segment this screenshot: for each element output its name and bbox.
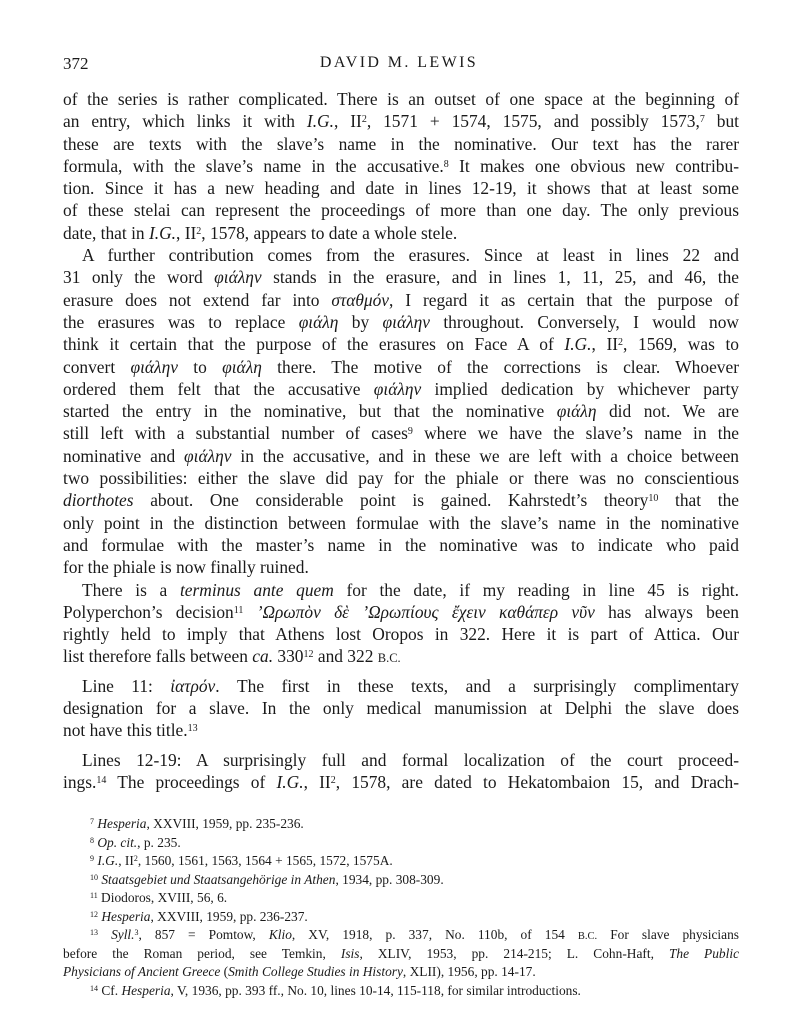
- body-line: still left with a substantial number of cases$^9$ where we have the slave’s name in the: [63, 423, 739, 444]
- footnote-line: $^{13}$ Syll.$^3$, 857 = Pomtow, Klio, XV, 1918, p. 337, No. 110b, of 154 B.C. For slave physicians: [90, 927, 739, 942]
- body-line: two possibilities: either the slave did pay for the phiale or there was no conscientious: [63, 468, 739, 489]
- body-line: A further contribution comes from the erasures. Since at least in lines 22 and: [82, 245, 739, 266]
- body-line: rightly held to imply that Athens lost Oropos in 322. Here it is part of Attica. Our: [63, 624, 739, 645]
- body-line: and formulae with the master’s name in the nominative was to indicate who paid: [63, 534, 739, 555]
- body-line: list therefore falls between ca. $330^{12}$ and 322 B.C.: [63, 646, 401, 667]
- body-text: [63, 88, 739, 793]
- footnote-line: before the Roman period, see Temkin, Isis, XLIV, 1953, pp. 214-215; L. Cohn-Haft, The Public: [63, 945, 740, 961]
- body-line: Polyperchon’s decision$^{11}$ ’Ωρωπὸν δὲ ’Ωρωπίους ἔχειν καθάπερ νῦν has always been: [63, 601, 739, 622]
- body-line: for the phiale is now finally ruined.: [63, 557, 309, 578]
- body-line: think it certain that the purpose of the erasures on Face A of I.G., $II^2$, 1569, was to: [63, 334, 740, 355]
- body-line: not have this title.$^{13}$: [63, 720, 198, 741]
- body-line: ings.$^{14}$ The proceedings of I.G., $II^2$, 1578, are dated to Hekatombaion 15, and Drach-: [63, 771, 739, 792]
- footnotes: [63, 815, 739, 1000]
- body-line: designation for a slave. In the only medical manumission at Delphi the slave does: [63, 698, 739, 719]
- body-line: an entry, which links it with I.G., $II^2$, 1571 + 1574, 1575, and possibly 1573,$^7$ but: [63, 111, 739, 132]
- body-line: erasure does not extend far into σταθμόν, I regard it as certain that the purpose of: [63, 289, 739, 310]
- body-line: 31 only the word φιάλην stands in the erasure, and in lines 1, 11, 25, and 46, the: [63, 267, 739, 288]
- body-line: formula, with the slave’s name in the accusative.$^8$ It makes one obvious new contribu-: [63, 155, 739, 176]
- body-line: started the entry in the nominative, but that the nominative φιάλη did not. We are: [63, 401, 739, 422]
- body-line: Lines 12-19: A surprisingly full and formal localization of the court proceed-: [82, 749, 739, 770]
- body-line: ordered them felt that the accusative φιάλην implied dedication by whichever party: [63, 378, 739, 399]
- body-line: There is a terminus ante quem for the date, if my reading in line 45 is right.: [82, 579, 739, 600]
- body-line: only point in the distinction between formulae with the slave’s name in the nominative: [63, 512, 739, 533]
- body-line: of these stelai can represent the proceedings of more than one day. The only previous: [63, 200, 739, 221]
- footnote-line: $^{14}$ Cf. Hesperia, V, 1936, pp. 393 ff., No. 10, lines 10-14, 115-118, for similar introductions.: [90, 982, 581, 998]
- footnote-line: $^{10}$ Staatsgebiet und Staatsangehörige in Athen, 1934, pp. 308-309.: [90, 871, 444, 887]
- body-line: nominative and φιάλην in the accusative, and in these we are left with a choice between: [63, 445, 740, 466]
- body-line: diorthotes about. One considerable point is gained. Kahrstedt’s theory$^{10}$ that the: [63, 490, 739, 511]
- body-line: convert φιάλην to φιάλη there. The motive of the corrections is clear. Whoever: [63, 356, 739, 377]
- body-line: tion. Since it has a new heading and date in lines 12-19, it shows that at least some: [63, 178, 739, 199]
- body-line: these are texts with the slave’s name in the nominative. Our text has the rarer: [63, 133, 739, 154]
- body-line: the erasures was to replace φιάλη by φιάλην throughout. Conversely, I would now: [63, 311, 739, 332]
- body-line: Line 11: ἰατρόν. The first in these texts, and a surprisingly complimentary: [82, 675, 739, 696]
- body-line: date, that in I.G., $II^2$, 1578, appears to date a whole stele.: [63, 222, 458, 243]
- footnote-line: Physicians of Ancient Greece (Smith College Studies in History, XLII), 1956, pp. 14-17.: [63, 964, 536, 979]
- footnote-line: $^{12}$ Hesperia, XXVIII, 1959, pp. 236-237.: [90, 908, 308, 924]
- running-title: DAVID M. LEWIS: [319, 54, 479, 71]
- body-line: of the series is rather complicated. There is an outset of one space at the beginning of: [63, 89, 739, 109]
- footnote-line: $^7$ Hesperia, XXVIII, 1959, pp. 235-236.: [90, 816, 304, 831]
- footnote-line: $^9$ I.G., $II^2$, 1560, 1561, 1563, 1564 + 1565, 1572, 1575A.: [90, 853, 393, 868]
- footnote-line: $^8$ Op. cit., p. 235.: [90, 834, 181, 850]
- page-number: 372: [63, 54, 89, 73]
- footnote-line: $^{11}$ Diodoros, XVIII, 56, 6.: [90, 890, 228, 905]
